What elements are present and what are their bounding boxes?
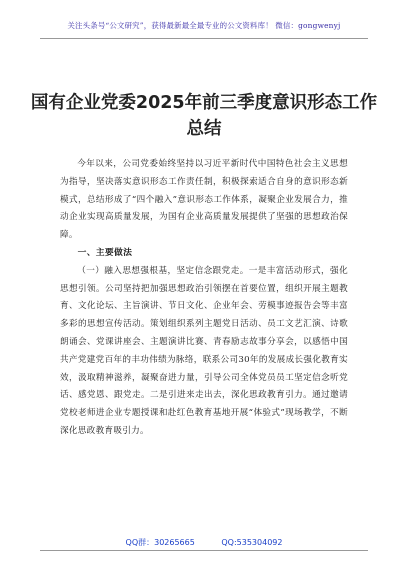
header-banner: 关注头条号“公文研究”，获得最新最全最专业的公文资料库！ 微信：gongwenyj (67, 21, 341, 30)
footer-divider (40, 550, 368, 551)
footer-qq-contact: QQ:535304092 (221, 538, 283, 547)
footer-qq-group: QQ群：30265665 (125, 538, 195, 547)
header-divider (40, 38, 368, 39)
document-title: 国有企业党委2025年前三季度意识形态工作总结 (30, 92, 378, 139)
document-body (60, 156, 348, 441)
footer-contact (0, 537, 408, 548)
body-paragraph: （一）融入思想强根基，坚定信念跟党走。一是丰富活动形式，强化思想引领。公司坚持把加强思想政治引领摆在首要位置，组织开展主题教育、文化论坛、主旨演讲、节日文化、企业年会、劳模事迹报告会等丰富多彩的思想宣传活动。策划组织系列主题党日活动、员工文艺汇演、诗歌朗诵会、党课讲座会、主题演讲比赛、青春励志故事分享会，以感悟中国共产党建党百年的丰功伟绩为脉络，联系公司30年的发展成长强化教育实效，汲取精神滋养，凝聚奋进力量，引导公司全体党员员工坚定信念听党话、感党恩、跟党走。二是引进来走出去，深化思政教育引力。通过邀请党校老师进企业专题授课和赴红色教育基地开展“体验式”现场教学，不断深化思政教育吸引力。 (60, 265, 348, 436)
intro-paragraph: 今年以来，公司党委始终坚持以习近平新时代中国特色社会主义思想为指导，坚决落实意识形态工作责任制，积极探索适合自身的意识形态新模式，总结形成了“四个融入”意识形态工作体系，凝聚企业发展合力，推动企业实现高质量发展，为国有企业高质量发展提供了坚强的思想政治保障。 (60, 159, 348, 241)
section-heading: 一、主要做法 (77, 247, 133, 258)
